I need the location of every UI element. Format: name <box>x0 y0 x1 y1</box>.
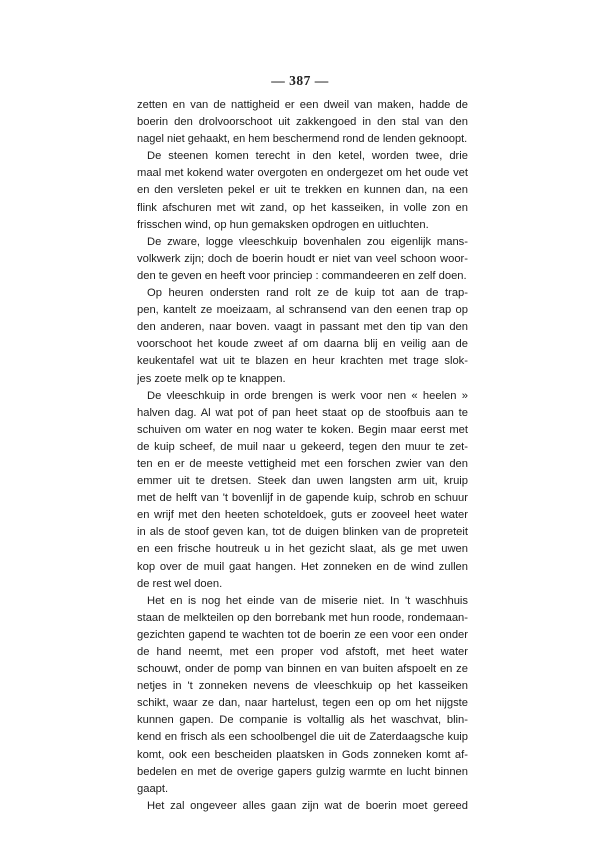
text-line: voorschoot het koude zweet af om daarna blij en veilig aan de <box>137 338 468 351</box>
text-line: pen, kantelt ze moeizaam, al schransend van den eenen trap op <box>137 304 468 317</box>
text-line: en een frische houtreuk u in het gezicht slaat, als ge met uwen <box>137 543 468 556</box>
page-number: — 387 — <box>271 73 329 88</box>
text-line: keukentafel wat uit te blazen en heur krachten met trage slok- <box>137 355 468 368</box>
text-line: schikt, waar ze dan, naar hartelust, tegen een op om het nijgste <box>137 697 468 710</box>
text-line: in als de stoof geven kan, tot de duigen blinken van de propreteit <box>137 526 468 539</box>
text-line: De vleeschkuip in orde brengen is werk voor nen « heelen » <box>147 389 468 402</box>
text-line: Het en is nog het einde van de miserie niet. In 't waschhuis <box>147 594 468 607</box>
text-line: emmer uit te dretsen. Steek dan uwen langsten arm uit, kruip <box>137 475 468 488</box>
text-line: gaapt. <box>137 782 169 795</box>
text-line: en den versleten pekel er uit te trekken en kunnen dan, na een <box>137 184 468 197</box>
text-line: volkwerk zijn; doch de boerin houdt er niet van veel schoon woor- <box>137 252 468 265</box>
text-line: kunnen gapen. De companie is voltallig als het waschvat, blin- <box>137 714 468 727</box>
text-line: kend en frisch als een schoolbengel die uit de Zaterdaagsche kuip <box>137 731 468 744</box>
text-line: Op heuren ondersten rand rolt ze de kuip tot aan de trap- <box>147 287 468 300</box>
text-line: zetten en van de nattigheid er een dweil van maken, hadde de <box>137 99 468 111</box>
text-line: de hand neemt, met een proper vod afstoft, met heet water <box>137 646 468 658</box>
text-line: nagel niet gehaakt, en hem beschermend rond de lenden geknoopt. <box>137 133 468 146</box>
text-line: bedelen en met de overige gapers gulzig warmte en lucht binnen <box>137 765 468 778</box>
text-line: den anderen, naar boven. vaagt in passant met den tip van den <box>137 321 468 334</box>
text-line: halven dag. Al wat pot of pan heet staat op de stoofbuis aan te <box>137 406 468 419</box>
text-line: flink afschuren met wit zand, op het kasseiken, in volle zon en <box>137 201 468 214</box>
text-line: kop over de muil gaat hangen. Het zonneken en de wind zullen <box>137 560 468 573</box>
text-line: gezichten gapend te wachten tot de boerin ze een voor een onder <box>137 628 468 641</box>
text-line: schouwt, onder de pomp van binnen en van buiten afspoelt en ze <box>137 663 468 676</box>
text-line: Het zal ongeveer alles gaan zijn wat de boerin moet gereed <box>147 799 468 812</box>
text-line: netjes in 't zonneken nevens de vleeschkuip op het kasseiken <box>137 680 468 693</box>
text-line: komt, ook een bescheiden plaatsken in Gods zonneken komt af- <box>137 748 468 761</box>
text-line: boerin den drolvoorschoot uit zakkengoed in den stal van den <box>137 116 468 129</box>
text-line: jes zoete melk op te knappen. <box>137 372 286 385</box>
text-line: ten en er de meeste vettigheid met een forschen zwier van den <box>137 457 468 470</box>
text-line: frisschen wind, op hun gemaksken opdrogen en uitluchten. <box>137 218 429 231</box>
text-line: den te geven en heeft voor princiep : commandeeren en zelf doen. <box>137 269 467 282</box>
text-line: De zware, logge vleeschkuip bovenhalen zou eigenlijk mans- <box>147 235 468 248</box>
text-line: staan de melkteilen op den borrebank met hun roode, rondemaan- <box>137 611 468 624</box>
text-line: de kuip scheef, de muil naar u gekeerd, tegen den muur te zet- <box>137 440 468 453</box>
text-line: met de helft van 't bovenlijf in de gapende kuip, schrob en schuur <box>137 492 468 505</box>
body-text <box>137 97 468 815</box>
text-line: De steenen komen terecht in den ketel, worden twee, drie <box>147 150 468 163</box>
text-line: schuiven om water en nog water te koken. Begin maar eerst met <box>137 423 468 436</box>
text-line: maal met kokend water overgoten en ondergezet om het oude vet <box>137 167 468 180</box>
text-line: de rest wel doen. <box>137 577 223 590</box>
text-line: en wrijf met den heeten schoteldoek, guts er zooveel heet water <box>137 509 468 522</box>
